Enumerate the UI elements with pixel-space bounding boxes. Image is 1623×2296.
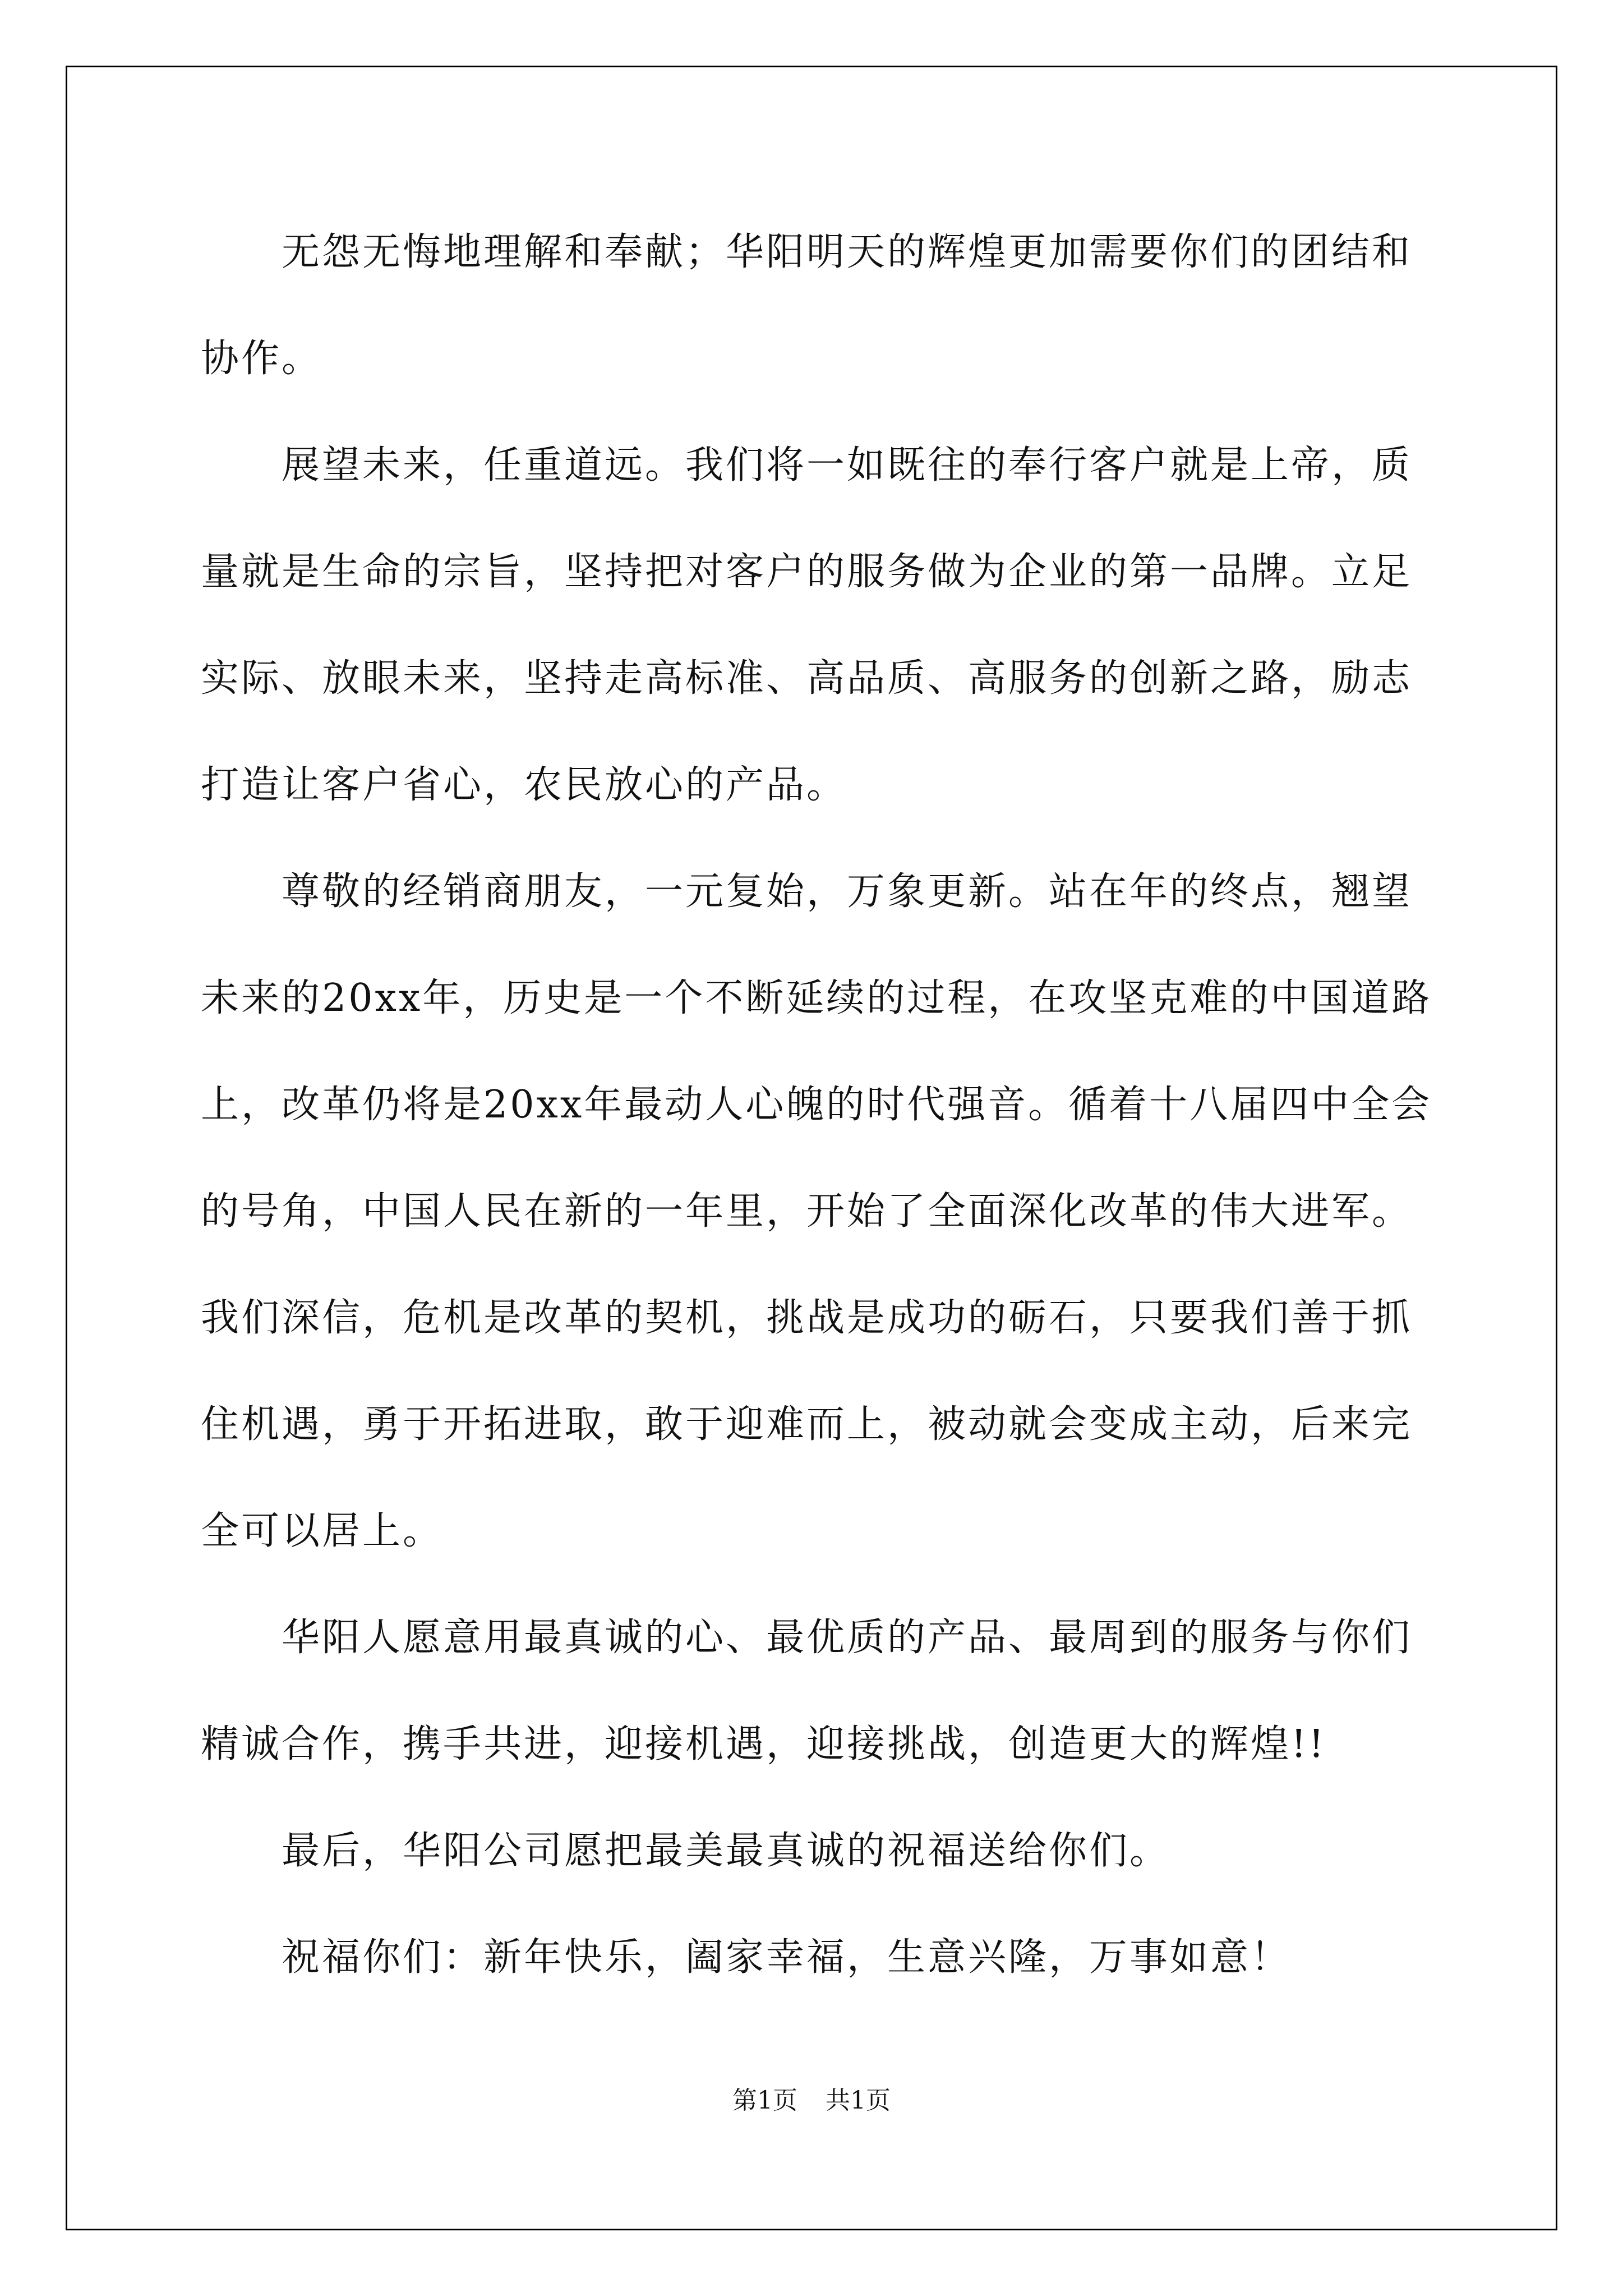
text-line: 祝福你们：新年快乐，阖家幸福，生意兴隆，万事如意！ (282, 1935, 1292, 1980)
page-number: 第1页 (732, 2086, 797, 2115)
text-line: 上，改革仍将是20xx年最动人心魄的时代强音。循着十八届四中全会 (201, 1083, 1432, 1127)
text-line: 最后，华阳公司愿把最美最真诚的祝福送给你们。 (282, 1829, 1170, 1873)
text-line: 实际、放眼未来，坚持走高标准、高品质、高服务的创新之路，励志 (201, 656, 1413, 701)
text-line: 我们深信，危机是改革的契机，挑战是成功的砺石，只要我们善于抓 (201, 1296, 1413, 1340)
text-line: 尊敬的经销商朋友，一元复始，万象更新。站在年的终点，翘望 (282, 869, 1413, 914)
text-line: 展望未来，任重道远。我们将一如既往的奉行客户就是上帝，质 (282, 443, 1413, 487)
text-line: 打造让客户省心，农民放心的产品。 (201, 763, 847, 807)
page-footer (0, 2084, 1623, 2118)
text-line: 精诚合作，携手共进，迎接机遇，迎接挑战，创造更大的辉煌!! (201, 1722, 1326, 1766)
page-border (66, 66, 1557, 2230)
text-line: 全可以居上。 (201, 1509, 444, 1553)
text-line: 住机遇，勇于开拓进取，敢于迎难而上，被动就会变成主动，后来完 (201, 1402, 1413, 1447)
text-line: 华阳人愿意用最真诚的心、最优质的产品、最周到的服务与你们 (282, 1616, 1413, 1660)
text-line: 未来的20xx年，历史是一个不断延续的过程，在攻坚克难的中国道路 (201, 976, 1432, 1020)
text-line: 量就是生命的宗旨，坚持把对客户的服务做为企业的第一品牌。立足 (201, 550, 1413, 594)
page-total: 共1页 (826, 2086, 891, 2115)
text-line: 协作。 (201, 337, 322, 381)
text-line: 的号角，中国人民在新的一年里，开始了全面深化改革的伟大进军。 (201, 1189, 1413, 1234)
text-line: 无怨无悔地理解和奉献；华阳明天的辉煌更加需要你们的团结和 (282, 230, 1413, 274)
